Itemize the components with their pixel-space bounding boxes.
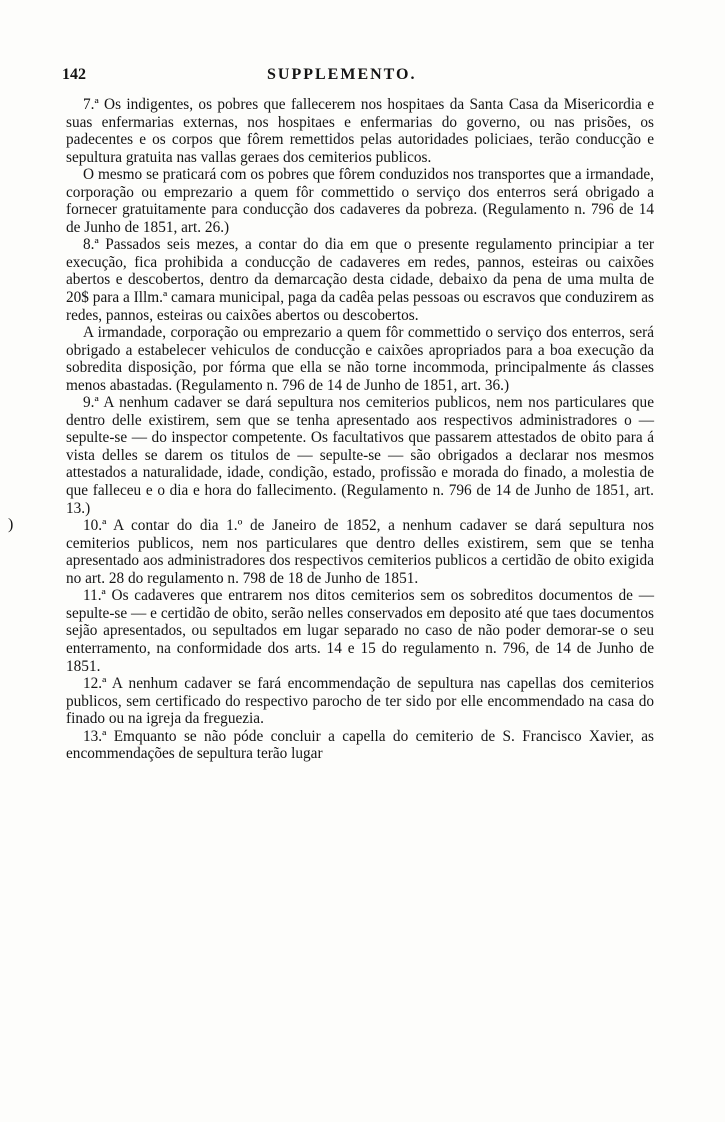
paragraph-art-13: 13.ª Emquanto se não póde concluir a capella do cemiterio de S. Francisco Xavier, as encommendações de sepultura terão lugar: [66, 727, 654, 763]
running-title: SUPPLEMENTO.: [267, 66, 417, 83]
paragraph-art-10: 10.ª A contar do dia 1.º de Janeiro de 1852, a nenhum cadaver se dará sepultura nos cemiterios publicos, nem nos particulares que dentro delles existirem, sem que se tenha apresentado aos administradores dos respectivos cemiterios publicos a certidão de obito exigida no art. 28 do regulamento n. 798 de 18 de Junho de 1851.: [66, 517, 654, 587]
paragraph-art-8-continued: A irmandade, corporação ou emprezario a quem fôr commettido o serviço dos enterros, será obrigado a estabelecer vehiculos de conducção e caixões apropriados para a boa execução da sobredita disposição, por fórma que ella se não torne incommoda, principalmente ás classes menos abastadas. (Regulamento n. 796 de 14 de Junho de 1851, art. 36.): [66, 324, 654, 394]
paragraph-art-11: 11.ª Os cadaveres que entrarem nos ditos cemiterios sem os sobreditos documentos de — sepulte-se — e certidão de obito, serão nelles conservados em deposito até que taes documentos sejão apresentados, ou sepultados em lugar separado no caso de não poder demorar-se o seu enterramento, na conformidade dos arts. 14 e 15 do regulamento n. 796, de 14 de Junho de 1851.: [66, 587, 654, 675]
body-text: [66, 96, 654, 763]
page-header: [62, 66, 650, 88]
page-number: 142: [62, 66, 86, 83]
paragraph-art-12: 12.ª A nenhum cadaver se fará encommendação de sepultura nas capellas dos cemiterios publicos, sem certificado do respectivo parocho de ter sido por elle encommendado na casa do finado ou na igreja da freguezia.: [66, 675, 654, 728]
paragraph-art-7: 7.ª Os indigentes, os pobres que fallecerem nos hospitaes da Santa Casa da Misericordia e suas enfermarias externas, nos hospitaes e enfermarias do governo, ou nas prisões, os padecentes e os corpos que fôrem remettidos pelas autoridades policiaes, terão conducção e sepultura gratuita nas vallas geraes dos cemiterios publicos.: [66, 96, 654, 166]
paragraph-art-8: 8.ª Passados seis mezes, a contar do dia em que o presente regulamento principiar a ter execução, fica prohibida a conducção de cadaveres em redes, pannos, esteiras ou caixões abertos e descobertos, dentro da demarcação desta cidade, debaixo da pena de uma multa de 20$ para a Illm.ª camara municipal, paga da cadêa pelas pessoas ou escravos que conduzirem as redes, pannos, esteiras ou caixões abertos ou descobertos.: [66, 236, 654, 324]
margin-mark: ): [8, 516, 14, 533]
paragraph-art-7-continued: O mesmo se praticará com os pobres que fôrem conduzidos nos transportes que a irmandade, corporação ou emprezario a quem fôr commettido o serviço dos enterros será obrigado a fornecer gratuitamente para conducção dos cadaveres da pobreza. (Regulamento n. 796 de 14 de Junho de 1851, art. 26.): [66, 166, 654, 236]
paragraph-art-9: 9.ª A nenhum cadaver se dará sepultura nos cemiterios publicos, nem nos particulares que dentro delle existirem, sem que se tenha apresentado aos respectivos administradores o — sepulte-se — do inspector competente. Os facultativos que passarem attestados de obito para á vista delles se darem os titulos de — sepulte-se — são obrigados a declarar nos mesmos attestados a naturalidade, idade, condição, estado, profissão e morada do finado, a molestia de que falleceu e o dia e hora do fallecimento. (Regulamento n. 796 de 14 de Junho de 1851, art. 13.): [66, 394, 654, 517]
